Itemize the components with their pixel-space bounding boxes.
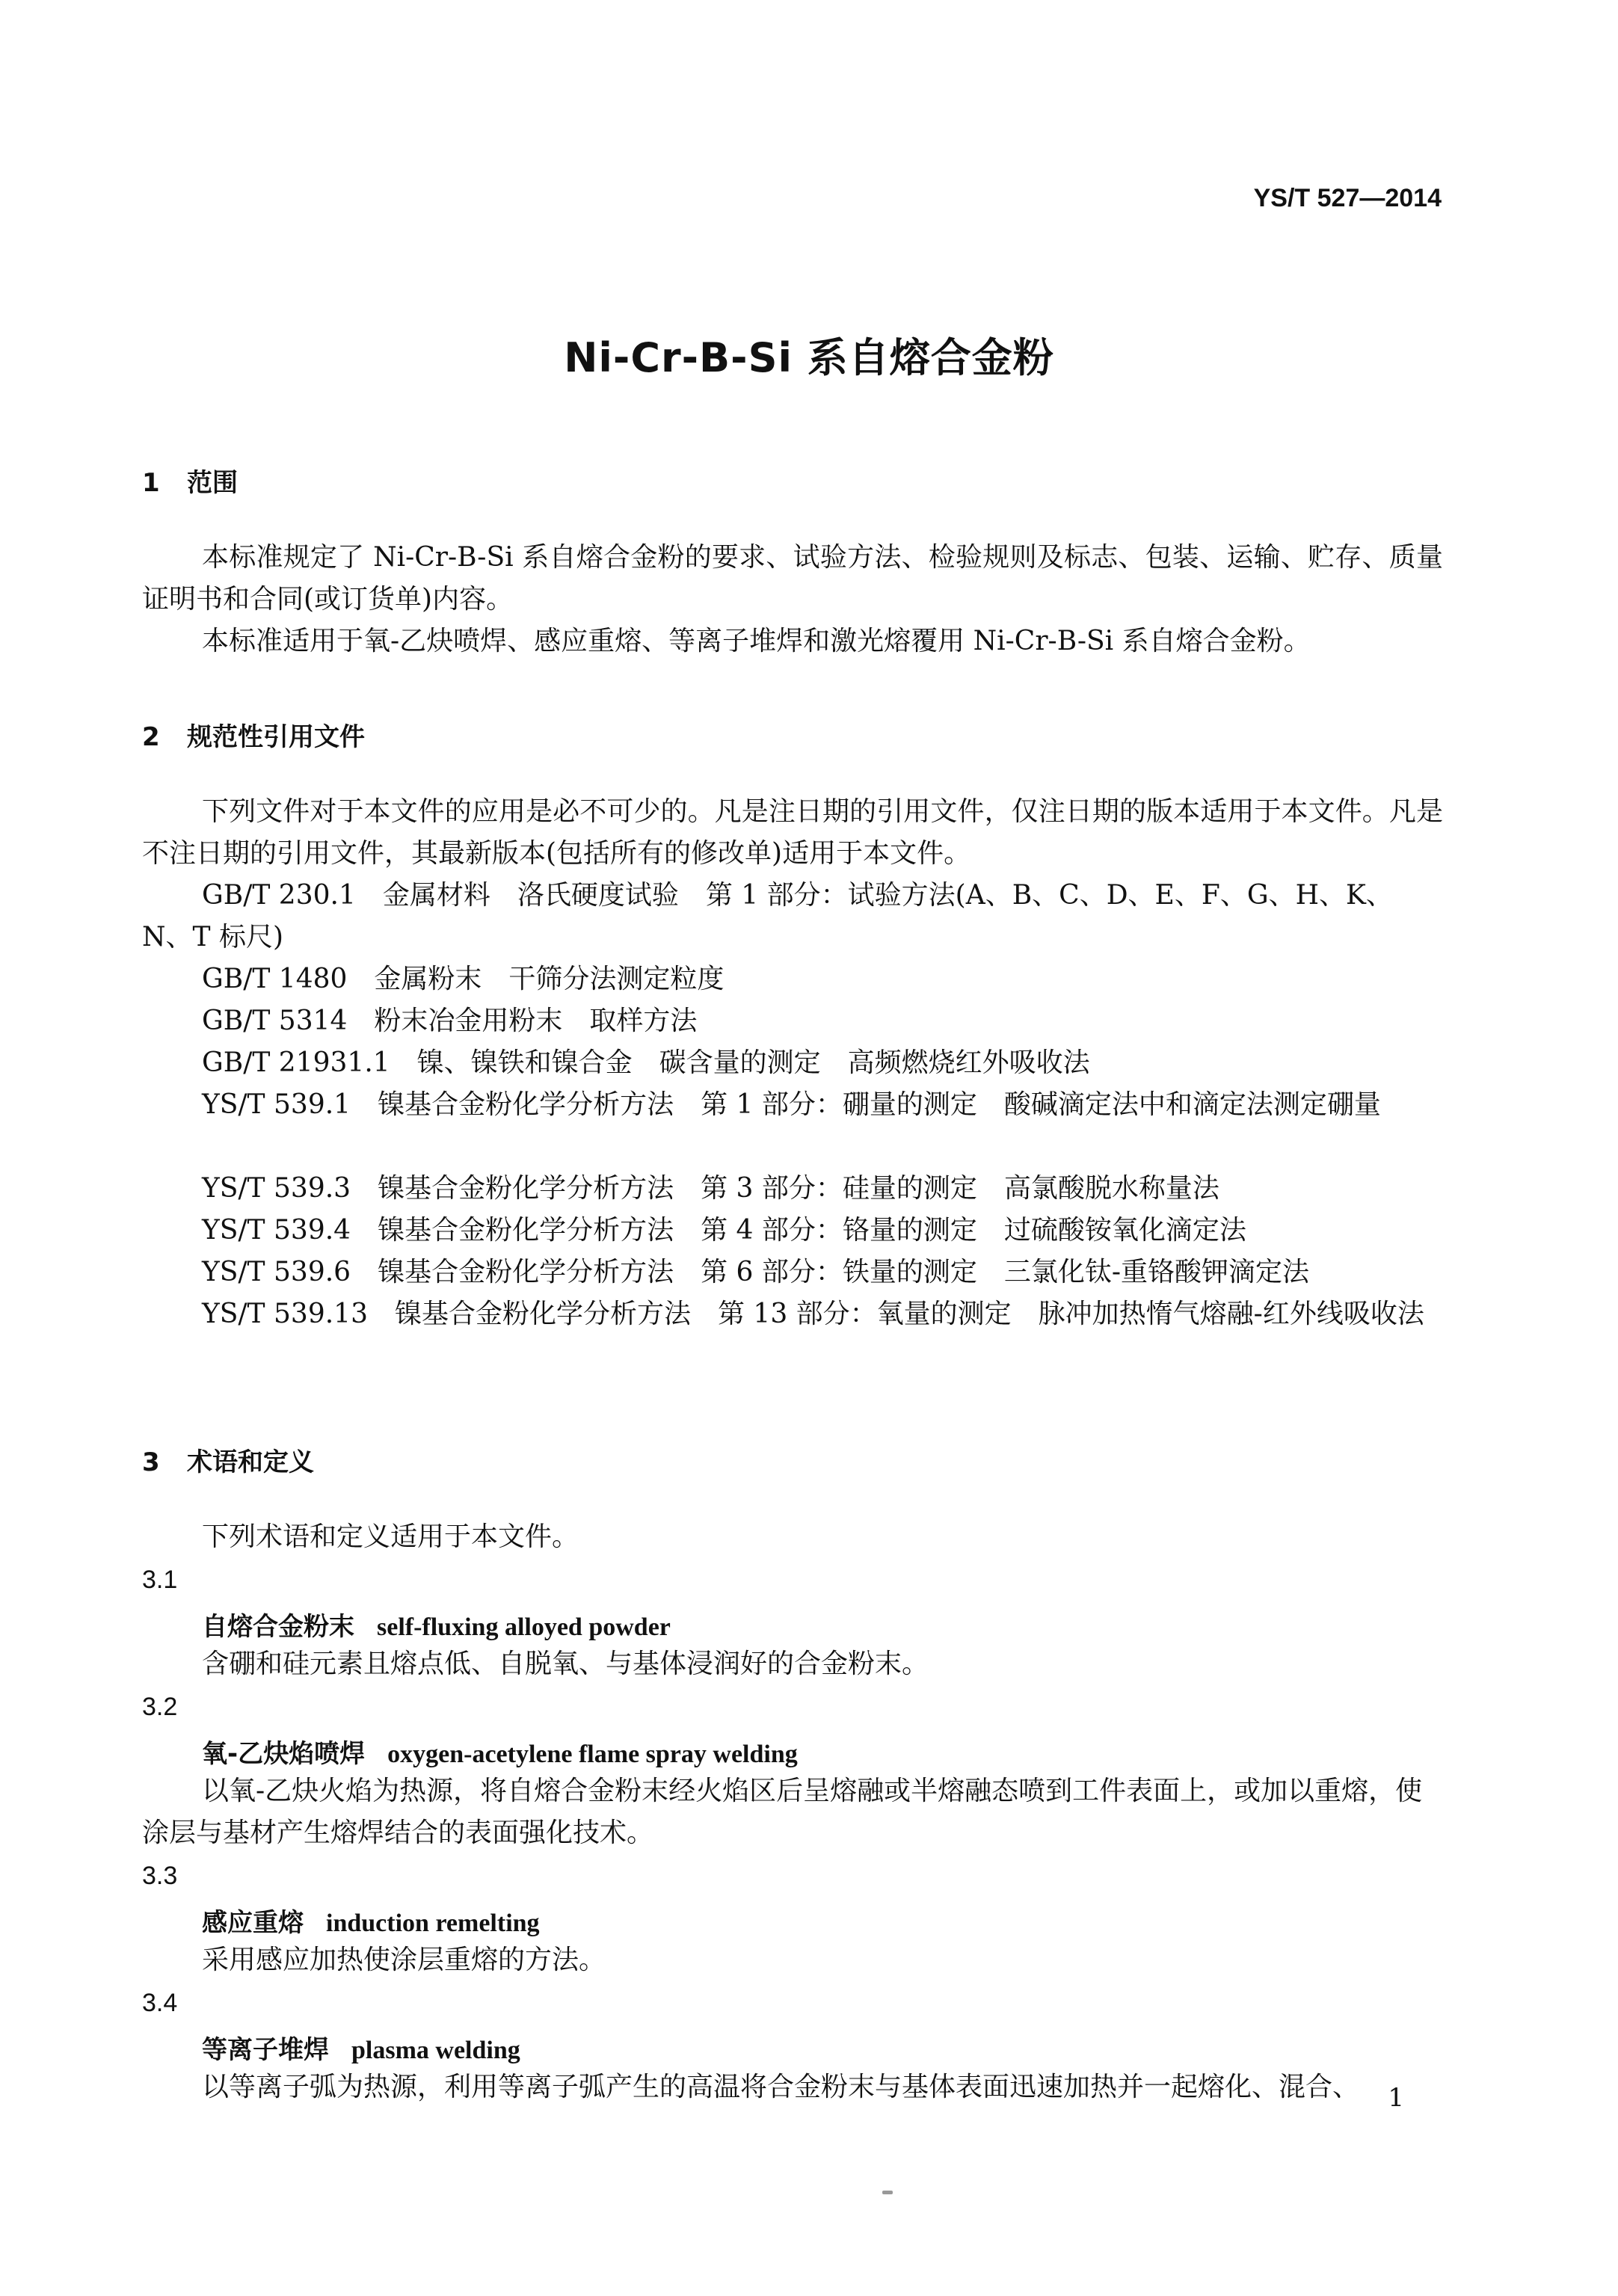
scope-paragraph-1: 本标准规定了 Ni-Cr-B-Si 系自熔合金粉的要求、试验方法、检验规则及标志、包装、运输、贮存、质量证明书和合同(或订货单)内容。 [142,542,1443,615]
term-name-en: induction remelting [326,1909,540,1937]
section-number: 1 [142,468,160,498]
term-number: 3.4 [142,1989,178,2017]
section-title: 范围 [187,468,238,498]
references-intro: 下列文件对于本文件的应用是必不可少的。凡是注日期的引用文件，仅注日期的版本适用于本文件。凡是不注日期的引用文件，其最新版本(包括所有的修改单)适用于本文件。 [142,796,1443,869]
section-title: 术语和定义 [187,1447,314,1477]
section-heading-2 [142,716,365,753]
term-name [202,1902,540,1939]
terms-intro: 下列术语和定义适用于本文件。 [202,1521,579,1552]
term-definition: 以氧-乙炔火焰为热源，将自熔合金粉末经火焰区后呈熔融或半熔融态喷到工件表面上，或加以重熔，使涂层与基材产生熔焊结合的表面强化技术。 [142,1776,1423,1848]
term-name-zh: 自熔合金粉末 [202,1612,354,1642]
section-heading-1 [142,462,238,499]
term-name [202,2029,520,2066]
term-name-en: self-fluxing alloyed powder [377,1613,671,1641]
reference-item: YS/T 539.6 镍基合金粉化学分析方法 第 6 部分：铁量的测定 三氯化钛-重铬酸钾滴定法 [202,1257,1310,1287]
reference-item: GB/T 1480 金属粉末 干筛分法测定粒度 [202,964,725,994]
term-name-en: plasma welding [351,2037,520,2064]
section-number: 2 [142,722,160,752]
standard-number: YS/T 527—2014 [1253,184,1442,212]
term-definition: 含硼和硅元素且熔点低、自脱氧、与基体浸润好的合金粉末。 [202,1649,929,1679]
term-name [202,1606,671,1643]
reference-item: GB/T 5314 粉末冶金用粉末 取样方法 [202,1006,698,1036]
term-number: 3.1 [142,1566,178,1594]
scan-speck [882,2191,893,2194]
term-name-en: oxygen-acetylene flame spray welding [387,1741,798,1768]
term-number: 3.3 [142,1862,178,1890]
reference-item: YS/T 539.13 镍基合金粉化学分析方法 第 13 部分：氧量的测定 脉冲加热惰气熔融-红外线吸收法 [202,1299,1424,1329]
reference-item: YS/T 539.1 镍基合金粉化学分析方法 第 1 部分：硼量的测定 酸碱滴定法中和滴定法测定硼量 [202,1089,1381,1120]
term-name-zh: 氧-乙炔焰喷焊 [202,1739,366,1769]
term-definition: 以等离子弧为热源，利用等离子弧产生的高温将合金粉末与基体表面迅速加热并一起熔化、混合、 [202,2072,1360,2102]
term-name [202,1733,798,1770]
term-name-zh: 感应重熔 [202,1908,304,1938]
section-title: 规范性引用文件 [187,722,365,752]
reference-item: GB/T 21931.1 镍、镍铁和镍合金 碳含量的测定 高频燃烧红外吸收法 [202,1047,1090,1078]
term-name-zh: 等离子堆焊 [202,2035,329,2065]
scope-paragraph-2: 本标准适用于氧-乙炔喷焊、感应重熔、等离子堆焊和激光熔覆用 Ni-Cr-B-Si 系自熔合金粉。 [202,626,1311,656]
term-definition: 采用感应加热使涂层重熔的方法。 [202,1945,606,1975]
document-title: Ni-Cr-B-Si 系自熔合金粉 [564,334,1054,381]
reference-item: GB/T 230.1 金属材料 洛氏硬度试验 第 1 部分：试验方法(A、B、C、D、E、F、G、H、K、N、T 标尺) [142,880,1393,952]
reference-item: YS/T 539.4 镍基合金粉化学分析方法 第 4 部分：铬量的测定 过硫酸铵氧化滴定法 [202,1215,1246,1246]
section-number: 3 [142,1447,160,1477]
page-number: 1 [1388,2083,1404,2113]
reference-item: YS/T 539.3 镍基合金粉化学分析方法 第 3 部分：硅量的测定 高氯酸脱水称量法 [202,1173,1219,1204]
section-heading-3 [142,1441,314,1478]
term-number: 3.2 [142,1693,178,1721]
